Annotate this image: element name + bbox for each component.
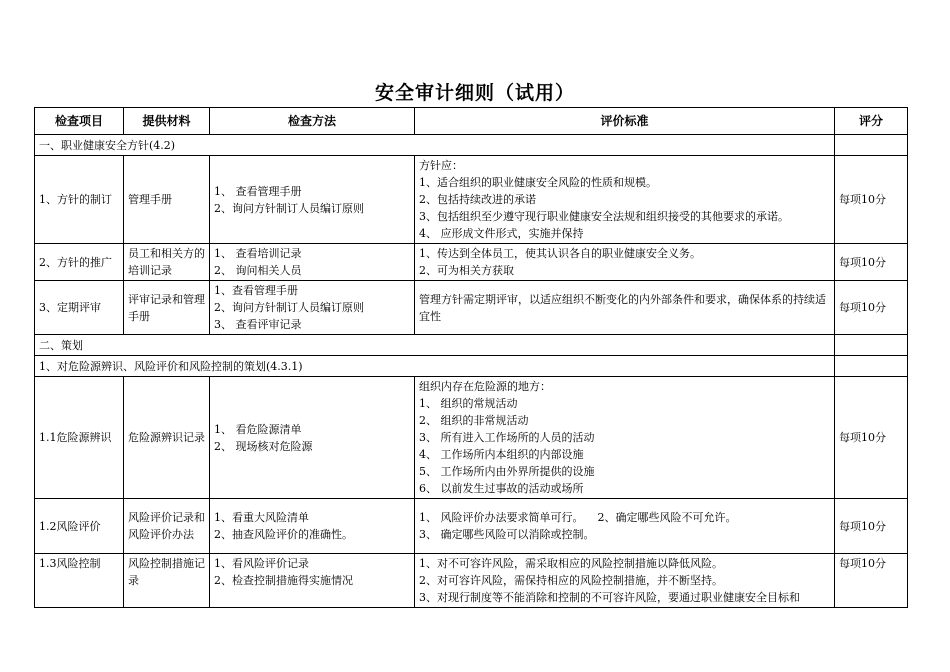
score: 每项10分 bbox=[835, 377, 908, 499]
criteria: 管理方针需定期评审，以适应组织不断变化的内外部条件和要求，确保体系的持续适宜性 bbox=[415, 281, 835, 335]
check-item: 1、方针的制订 bbox=[35, 156, 124, 244]
criteria: 组织内存在危险源的地方： 1、 组织的常规活动 2、 组织的非常规活动 3、 所有进入工作场所的人员的活动 4、 工作场所内本组织的内部设施 5、 工作场所内由外界所提供的设施 6、 以前发生过事故的活动或场所 bbox=[415, 377, 835, 499]
table-row bbox=[35, 554, 908, 608]
material: 评审记录和管理手册 bbox=[124, 281, 210, 335]
table-row bbox=[35, 244, 908, 281]
material: 管理手册 bbox=[124, 156, 210, 244]
section-score-cell bbox=[835, 135, 908, 156]
score: 每项10分 bbox=[835, 281, 908, 335]
table-row bbox=[35, 156, 908, 244]
table-row bbox=[35, 499, 908, 554]
check-item: 1.2风险评价 bbox=[35, 499, 124, 554]
table-row bbox=[35, 377, 908, 499]
material: 风险控制措施记录 bbox=[124, 554, 210, 608]
check-method: 1、看重大风险清单 2、抽查风险评价的准确性。 bbox=[210, 499, 415, 554]
criteria: 1、传达到全体员工，使其认识各自的职业健康安全义务。 2、可为相关方获取 bbox=[415, 244, 835, 281]
criteria: 1、对不可容许风险，需采取相应的风险控制措施以降低风险。 2、对可容许风险，需保持相应的风险控制措施，并不断坚持。 3、对现行制度等不能消除和控制的不可容许风险，要通过职业健康安全目标和 bbox=[415, 554, 835, 608]
section-title: 1、对危险源辨识、风险评价和风险控制的策划(4.3.1) bbox=[35, 356, 835, 377]
check-item: 2、方针的推广 bbox=[35, 244, 124, 281]
header-material: 提供材料 bbox=[124, 108, 210, 135]
check-item: 1.1危险源辨识 bbox=[35, 377, 124, 499]
section-row bbox=[35, 356, 908, 377]
check-method: 1、 查看培训记录 2、 询问相关人员 bbox=[210, 244, 415, 281]
criteria: 方针应： 1、适合组织的职业健康安全风险的性质和规模。 2、包括持续改进的承诺 3、包括组织至少遵守现行职业健康安全法规和组织接受的其他要求的承诺。 4、 应形成文件形式，实施并保持 bbox=[415, 156, 835, 244]
section-score-cell bbox=[835, 356, 908, 377]
header-item: 检查项目 bbox=[35, 108, 124, 135]
check-method: 1、查看管理手册 2、询问方针制订人员编订原则 3、 查看评审记录 bbox=[210, 281, 415, 335]
audit-table bbox=[34, 107, 908, 608]
check-method: 1、 看危险源清单 2、 现场核对危险源 bbox=[210, 377, 415, 499]
header-criteria: 评价标准 bbox=[415, 108, 835, 135]
score: 每项10分 bbox=[835, 244, 908, 281]
criteria: 1、 风险评价办法要求简单可行。 2、确定哪些风险不可允许。 3、 确定哪些风险可以消除或控制。 bbox=[415, 499, 835, 554]
section-score-cell bbox=[835, 335, 908, 356]
header-row bbox=[35, 108, 908, 135]
check-item: 3、定期评审 bbox=[35, 281, 124, 335]
material: 风险评价记录和风险评价办法 bbox=[124, 499, 210, 554]
section-title: 一、职业健康安全方针(4.2) bbox=[35, 135, 835, 156]
check-item: 1.3风险控制 bbox=[35, 554, 124, 608]
section-row bbox=[35, 335, 908, 356]
section-row bbox=[35, 135, 908, 156]
header-score: 评分 bbox=[835, 108, 908, 135]
material: 员工和相关方的培训记录 bbox=[124, 244, 210, 281]
header-method: 检查方法 bbox=[210, 108, 415, 135]
check-method: 1、看风险评价记录 2、检查控制措施得实施情况 bbox=[210, 554, 415, 608]
page-title: 安全审计细则（试用） bbox=[374, 82, 575, 104]
section-title: 二、策划 bbox=[35, 335, 835, 356]
score: 每项10分 bbox=[835, 554, 908, 608]
material: 危险源辨识记录 bbox=[124, 377, 210, 499]
score: 每项10分 bbox=[835, 499, 908, 554]
table-row bbox=[35, 281, 908, 335]
check-method: 1、 查看管理手册 2、询问方针制订人员编订原则 bbox=[210, 156, 415, 244]
score: 每项10分 bbox=[835, 156, 908, 244]
